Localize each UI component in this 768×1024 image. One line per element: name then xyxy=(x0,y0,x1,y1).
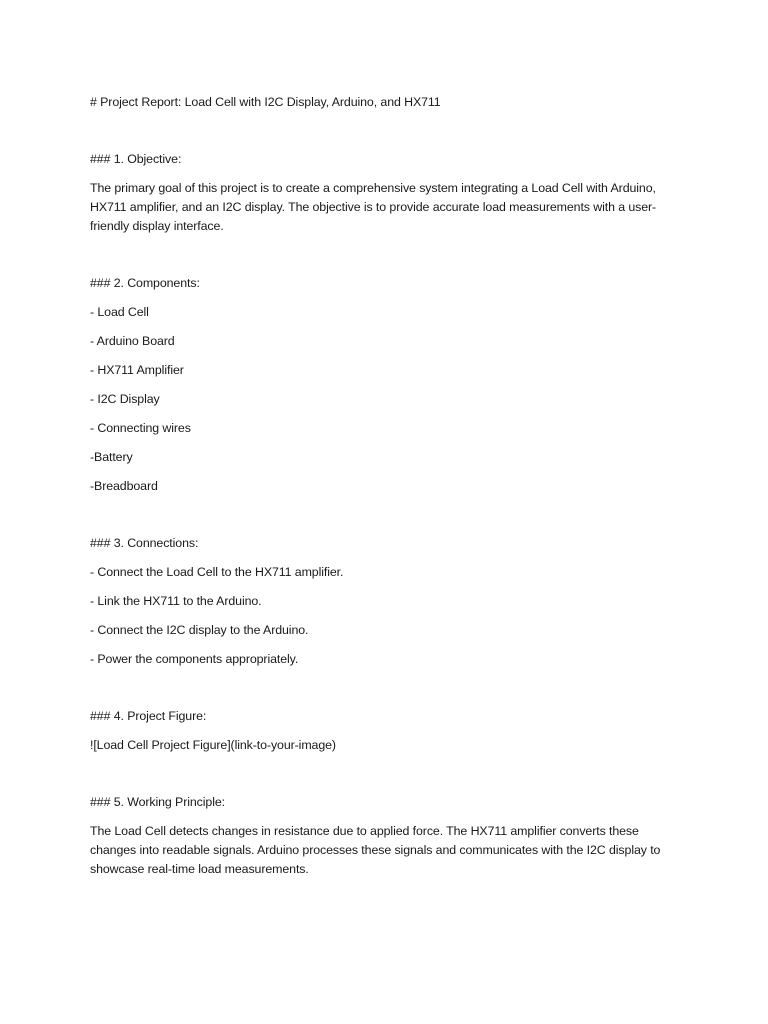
component-item: - Connecting wires xyxy=(90,421,191,435)
document-title: # Project Report: Load Cell with I2C Display, Arduino, and HX711 xyxy=(90,95,441,109)
connection-item: - Connect the I2C display to the Arduino. xyxy=(90,623,309,637)
component-item: - HX711 Amplifier xyxy=(90,363,184,377)
component-item: - Load Cell xyxy=(90,305,149,319)
components-heading: ### 2. Components: xyxy=(90,276,200,290)
figure-heading: ### 4. Project Figure: xyxy=(90,709,207,723)
component-item: -Breadboard xyxy=(90,479,158,493)
connections-heading: ### 3. Connections: xyxy=(90,536,199,550)
principle-paragraph: The Load Cell detects changes in resistance due to applied force. The HX711 amplifier converts these changes into readable signals. Arduino processes these signals and communicates with the I2C display to showcase real-time load measurements. xyxy=(90,824,661,876)
figure-link-text: ![Load Cell Project Figure](link-to-your-image) xyxy=(90,738,336,752)
connection-item: - Link the HX711 to the Arduino. xyxy=(90,594,262,608)
component-item: - I2C Display xyxy=(90,392,160,406)
principle-heading: ### 5. Working Principle: xyxy=(90,795,226,809)
component-item: - Arduino Board xyxy=(90,334,175,348)
connection-item: - Power the components appropriately. xyxy=(90,652,299,666)
document-body xyxy=(90,93,690,879)
objective-heading: ### 1. Objective: xyxy=(90,152,182,166)
component-item: -Battery xyxy=(90,450,133,464)
connection-item: - Connect the Load Cell to the HX711 amplifier. xyxy=(90,565,344,579)
objective-paragraph: The primary goal of this project is to create a comprehensive system integrating a Load Cell with Arduino, HX711 amplifier, and an I2C display. The objective is to provide accurate load measurements with a user-friendly display interface. xyxy=(90,181,657,233)
